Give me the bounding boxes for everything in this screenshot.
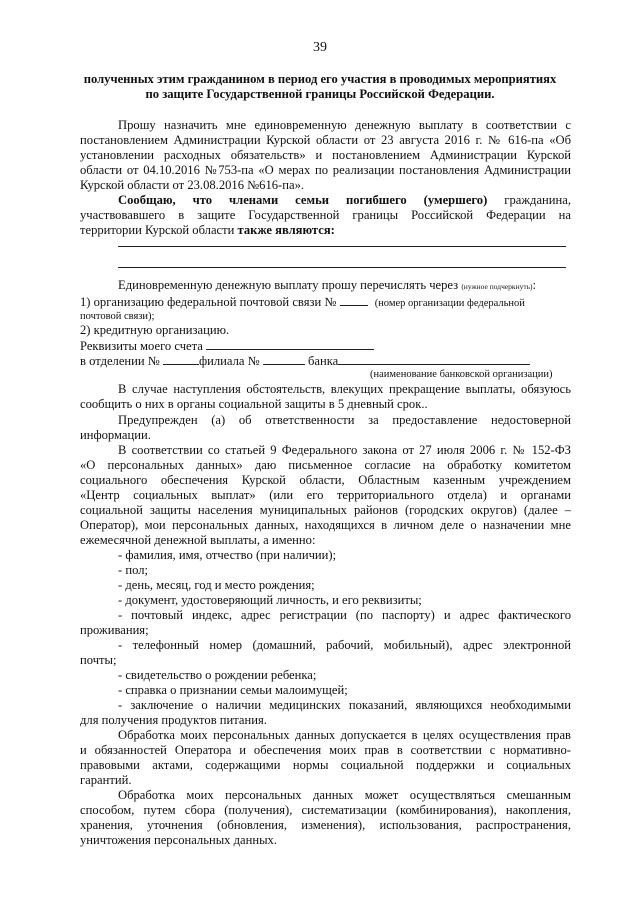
methods-line: Обработка моих персональных данных может осуществляться смешанным bbox=[118, 788, 571, 802]
branch-line: в отделении № филиала № банка bbox=[80, 353, 530, 369]
consent-line: социального обеспечения Курской области, Областным казенным учреждением bbox=[80, 473, 571, 487]
payment-line: Единовременную денежную выплату прошу перечислять через (нужное подчеркнуть): bbox=[118, 278, 537, 292]
consent-line: Оператор), мои персональных данных, находящихся в личном деле о назначении мне bbox=[80, 518, 571, 532]
methods-line: способом, путем сбора (получения), систематизации (комбинирования), накопления, bbox=[80, 803, 571, 817]
methods-line: уничтожения персональных данных. bbox=[80, 833, 277, 847]
purpose-line: правовыми актами, содержащими нормы социальной поддержки и социальных bbox=[80, 758, 571, 772]
page-number: 39 bbox=[313, 40, 327, 55]
family-territory: территории Курской области bbox=[80, 223, 235, 237]
data-item: - телефонный номер (домашний, рабочий, мобильный), адрес электронной bbox=[118, 638, 571, 652]
heading-line: полученных этим гражданином в период его участия в проводимых мероприятиях bbox=[83, 72, 557, 86]
bank-note: (наименование банковской организации) bbox=[370, 369, 553, 380]
heading-line: по защите Государственной границы Российской Федерации. bbox=[145, 87, 495, 101]
data-item: проживания; bbox=[80, 623, 149, 637]
family-line bbox=[118, 193, 571, 208]
bank-name-field[interactable] bbox=[338, 353, 530, 365]
family-line: участвовавшего в защите Государственной границы Российской Федерации на bbox=[80, 208, 571, 222]
family-blank-line[interactable] bbox=[118, 246, 566, 247]
data-item: - пол; bbox=[118, 563, 148, 577]
purpose-line: и обязанностей Оператора и обеспечения моих прав в соответствии с нормативно- bbox=[80, 743, 571, 757]
data-item: почты; bbox=[80, 653, 117, 667]
post-office-note: (номер организации федеральной bbox=[374, 298, 525, 309]
consent-line: ежемесячной денежной выплаты, а именно: bbox=[80, 533, 316, 547]
data-item: - почтовый индекс, адрес регистрации (по паспорту) и адрес фактического bbox=[118, 608, 571, 622]
circumstances-line: В случае наступления обстоятельств, влекущих прекращение выплаты, обязуюсь bbox=[118, 382, 571, 396]
data-item: - заключение о наличии медицинских показаний, являющихся необходимыми bbox=[118, 698, 571, 712]
purpose-line: гарантий. bbox=[80, 773, 132, 787]
filial-number-field[interactable] bbox=[263, 353, 305, 365]
payment-option-1: 1) организацию федеральной почтовой связи № (номер организации федеральной bbox=[80, 295, 525, 309]
family-line bbox=[80, 223, 335, 238]
request-line: Курской области от 23.08.2016 №616-па». bbox=[80, 178, 305, 192]
family-bold-intro: Сообщаю, что членами семьи погибшего (умершего) bbox=[118, 193, 488, 207]
payment-note: (нужное подчеркнуть) bbox=[461, 282, 533, 291]
branch-number-field[interactable] bbox=[163, 353, 199, 365]
family-line-end: гражданина, bbox=[504, 193, 572, 207]
warning-line: информации. bbox=[80, 428, 151, 442]
data-item: - фамилия, имя, отчество (при наличии); bbox=[118, 548, 337, 562]
requisites-line: Реквизиты моего счета bbox=[80, 338, 374, 354]
family-blank-line[interactable] bbox=[118, 267, 566, 268]
data-item: - день, месяц, год и место рождения; bbox=[118, 578, 315, 592]
consent-line: «Центр социальных выплат» (или его территориального отдела) и органами bbox=[80, 488, 571, 502]
warning-line: Предупрежден (а) об ответственности за предоставление недостоверной bbox=[118, 413, 571, 427]
consent-line: В соответствии со статьей 9 Федерального закона от 27 июля 2006 г. № 152-ФЗ bbox=[118, 443, 571, 457]
account-requisites-field[interactable] bbox=[206, 338, 374, 350]
post-office-note-continued: почтовой связи); bbox=[80, 311, 155, 322]
consent-line: «О персональных данных» даю письменное согласие на обработку комитетом bbox=[80, 458, 571, 472]
purpose-line: Обработка моих персональных данных допускается в целях осуществления прав bbox=[118, 728, 571, 742]
methods-line: хранения, уточнения (обновления, изменения), использования, распространения, bbox=[80, 818, 571, 832]
data-item: для получения продуктов питания. bbox=[80, 713, 267, 727]
family-also-are: также являются: bbox=[237, 223, 335, 237]
payment-text: Единовременную денежную выплату прошу перечислять через bbox=[118, 278, 459, 292]
request-line: постановлением Администрации Курской области от 23 августа 2016 г. № 616-па «Об bbox=[80, 133, 571, 147]
circumstances-line: сообщить о них в органы социальной защиты в 5 дневный срок.. bbox=[80, 397, 428, 411]
post-office-number-field[interactable] bbox=[340, 294, 368, 306]
consent-line: социальной защиты населения муниципальных районов (городских округов) (далее – bbox=[80, 503, 571, 517]
payment-option-2: 2) кредитную организацию. bbox=[80, 323, 230, 337]
request-line: области от 04.10.2016 №753-па «О мерах по реализации постановления Администрации bbox=[80, 163, 571, 177]
data-item: - документ, удостоверяющий личность, и его реквизиты; bbox=[118, 593, 422, 607]
request-line: Прошу назначить мне единовременную денежную выплату в соответствии с bbox=[118, 118, 571, 132]
request-line: установлении расходных обязательств» и постановлением Администрации Курской bbox=[80, 148, 571, 162]
data-item: - справка о признании семьи малоимущей; bbox=[118, 683, 348, 697]
data-item: - свидетельство о рождении ребенка; bbox=[118, 668, 317, 682]
